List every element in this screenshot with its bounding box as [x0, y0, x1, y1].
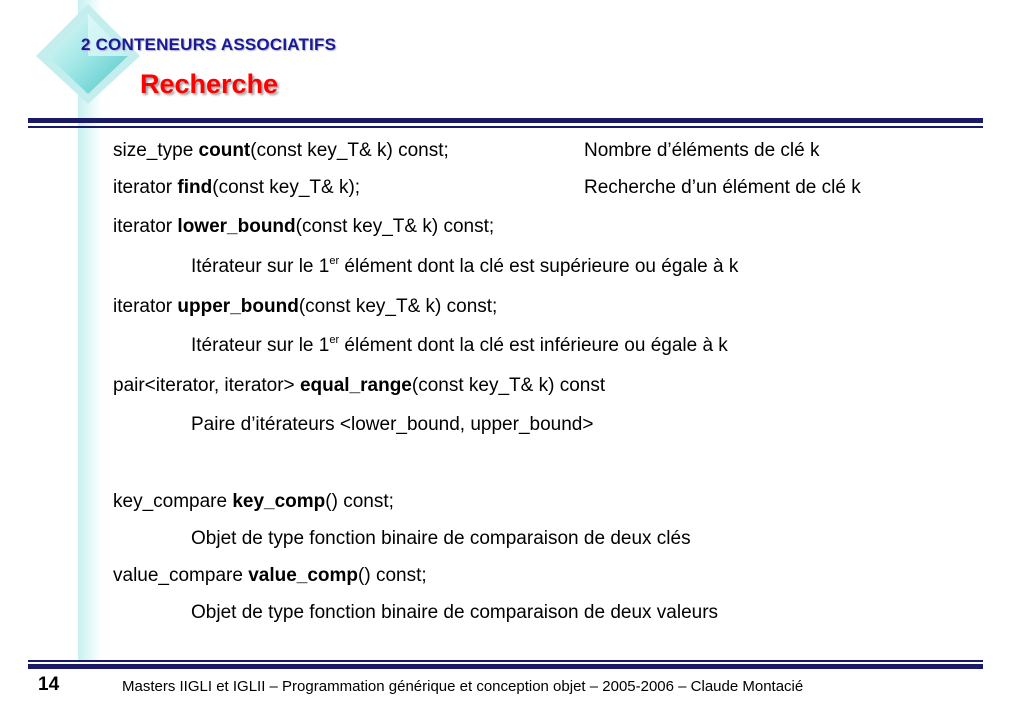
method-name: find	[177, 177, 213, 198]
desc-text: élément dont la clé est inférieure ou égale à k	[339, 335, 728, 356]
slide-title: Recherche	[140, 69, 279, 99]
key-comp-description: Objet de type fonction binaire de comparaison de deux clés	[191, 528, 691, 549]
parameters: () const;	[325, 491, 394, 512]
parameters: (const key_T& k);	[212, 177, 361, 198]
value-comp-description: Objet de type fonction binaire de comparaison de deux valeurs	[191, 602, 719, 623]
return-type: iterator	[113, 177, 178, 198]
top-rule-thin	[28, 126, 983, 128]
equal-range-signature	[113, 375, 605, 397]
desc-text: élément dont la clé est supérieure ou égale à k	[339, 256, 739, 277]
superscript: er	[329, 334, 340, 346]
return-type: pair<iterator, iterator>	[113, 375, 300, 396]
desc-text: Itérateur sur le 1	[191, 256, 330, 277]
find-signature	[113, 177, 360, 199]
key-comp-signature	[113, 491, 394, 513]
method-name: lower_bound	[177, 216, 296, 237]
footer-text: Masters IIGLI et IGLII – Programmation générique et conception objet – 2005-2006 – Claude Montacié	[122, 678, 804, 695]
count-signature	[113, 140, 449, 162]
find-description: Recherche d’un élément de clé k	[584, 177, 861, 198]
desc-text: Itérateur sur le 1	[191, 335, 330, 356]
parameters: (const key_T& k) const;	[298, 296, 498, 317]
bottom-rule-thick	[28, 664, 983, 669]
lower-bound-signature	[113, 216, 494, 238]
upper-bound-description	[191, 335, 728, 357]
diamond-logo-icon	[28, 0, 148, 110]
bottom-rule-thin	[28, 660, 983, 662]
section-title: 2 CONTENEURS ASSOCIATIFS	[81, 35, 337, 54]
return-type: value_compare	[113, 565, 249, 586]
method-name: value_comp	[248, 565, 359, 586]
return-type: iterator	[113, 296, 178, 317]
top-rule-thick	[28, 118, 983, 123]
return-type: size_type	[113, 140, 199, 161]
lower-bound-description	[191, 256, 738, 278]
superscript: er	[329, 255, 340, 267]
return-type: key_compare	[113, 491, 233, 512]
page-number: 14	[38, 674, 60, 695]
parameters: (const key_T& k) const;	[250, 140, 449, 161]
method-name: upper_bound	[177, 296, 299, 317]
upper-bound-signature	[113, 296, 497, 318]
parameters: (const key_T& k) const	[411, 375, 606, 396]
method-name: count	[198, 140, 251, 161]
equal-range-description: Paire d’itérateurs <lower_bound, upper_bound>	[191, 414, 594, 435]
count-description: Nombre d’éléments de clé k	[584, 140, 820, 161]
parameters: (const key_T& k) const;	[295, 216, 495, 237]
return-type: iterator	[113, 216, 178, 237]
parameters: () const;	[358, 565, 427, 586]
value-comp-signature	[113, 565, 427, 587]
method-name: equal_range	[299, 375, 412, 396]
method-name: key_comp	[232, 491, 326, 512]
